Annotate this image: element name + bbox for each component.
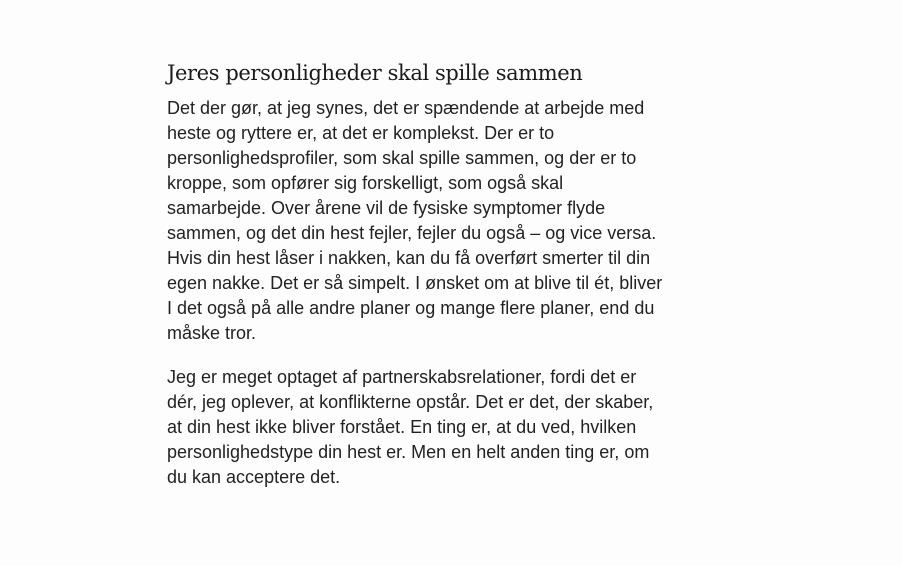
article-paragraph-1: Det der gør, at jeg synes, det er spændende at arbejde med heste og ryttere er, at det er komplekst. Der er to personlighedsprofiler, som skal spille sammen, og der er to kroppe, som opfører sig forskelligt, som også skal samarbejde. Over årene vil de fysiske symptomer flyde sammen, og det din hest fejler, fejler du også – og vice versa. Hvis din hest låser i nakken, kan du få overført smerter til din egen nakke. Det er så simpelt. I ønsket om at blive til ét, bliver I det også på alle andre planer og mange flere planer, end du måske tror. [167, 98, 663, 343]
article-paragraph-2: Jeg er meget optaget af partnerskabsrelationer, fordi det er dér, jeg oplever, at konflikterne opstår. Det er det, der skaber, at din hest ikke bliver forstået. En ting er, at du ved, hvilken personlighedstype din hest er. Men en helt anden ting er, om du kan acceptere det. [167, 367, 654, 487]
article-heading: Jeres personligheder skal spille sammen [167, 61, 583, 85]
article [167, 56, 672, 490]
